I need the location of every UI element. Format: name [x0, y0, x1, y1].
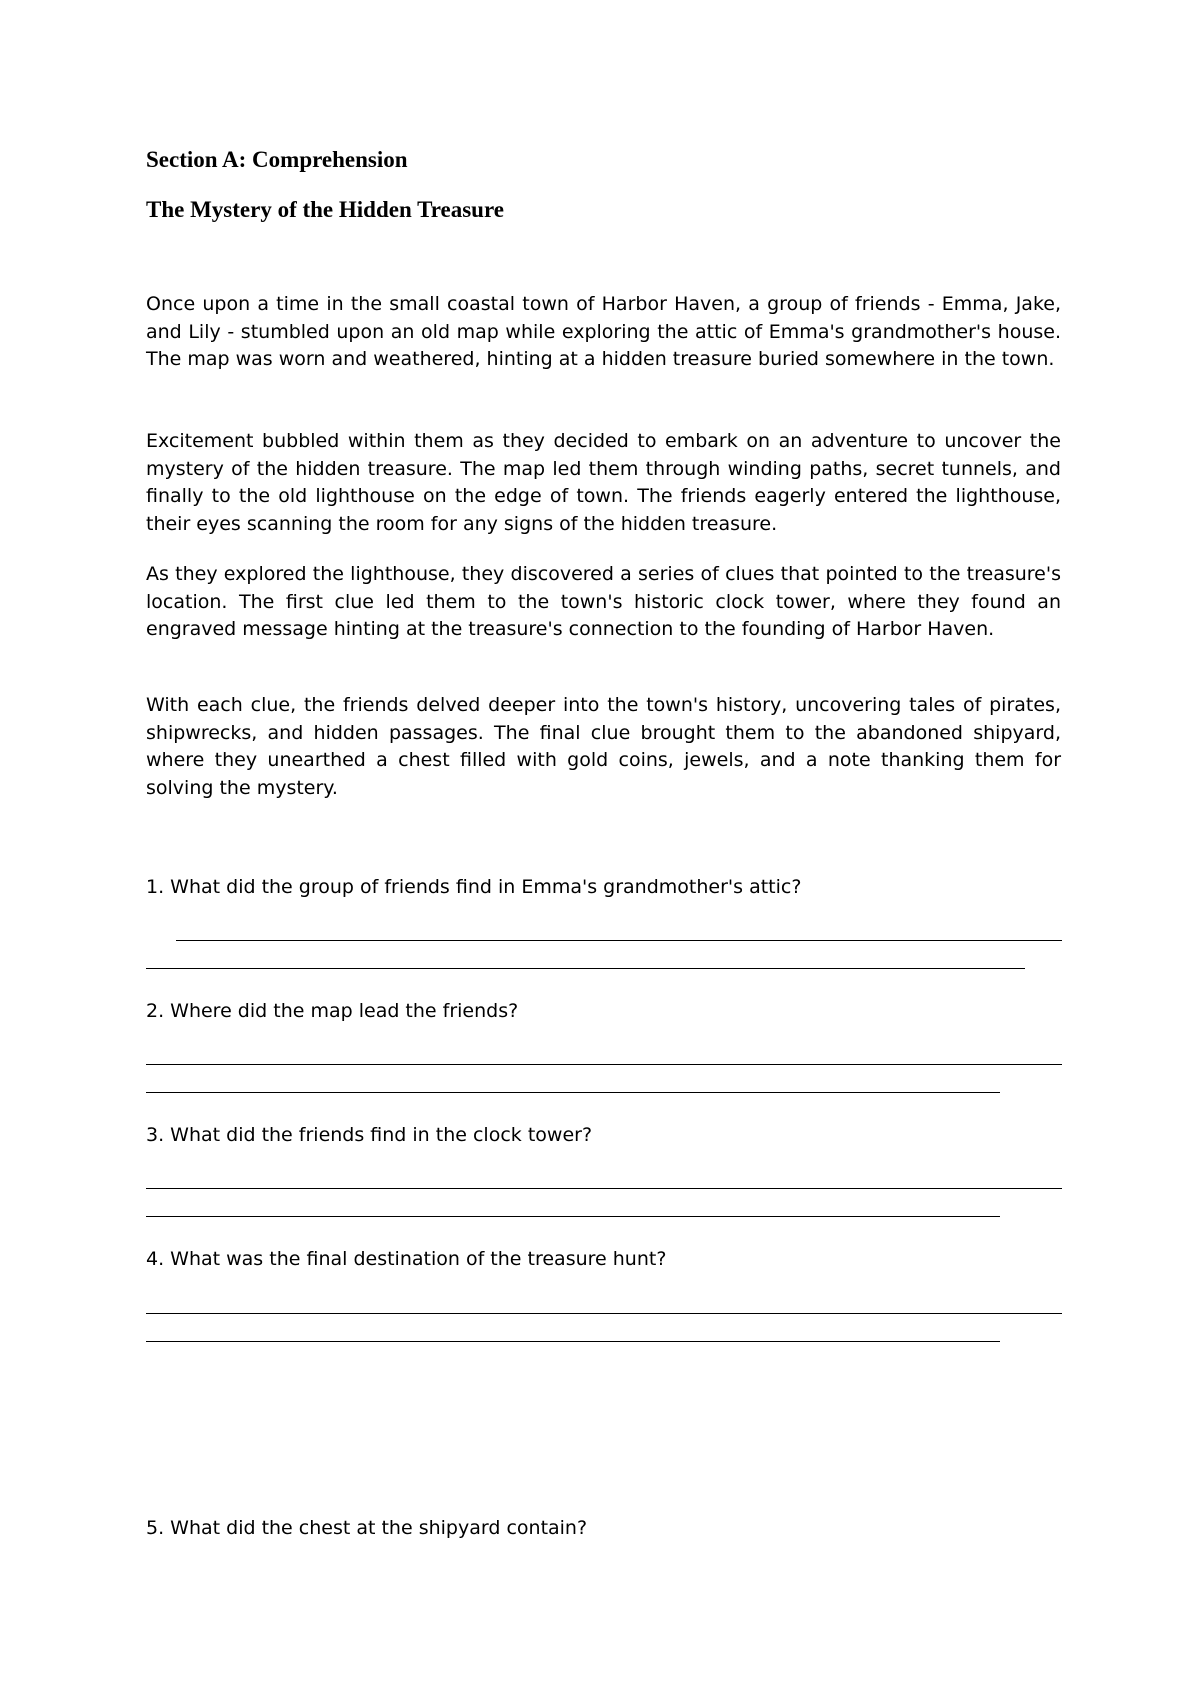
question-4: 4. What was the final destination of the treasure hunt? [146, 1248, 667, 1270]
answer-line-2b[interactable] [146, 1092, 1000, 1093]
answer-line-4a[interactable] [146, 1313, 1062, 1314]
question-2: 2. Where did the map lead the friends? [146, 1000, 519, 1022]
answer-line-3a[interactable] [146, 1188, 1062, 1189]
story-paragraph-1: Once upon a time in the small coastal town of Harbor Haven, a group of friends - Emma, Jake, and Lily - stumbled upon an old map while exploring the attic of Emma's grandmother's house. The map was worn and weathered, hinting at a hidden treasure buried somewhere in the town. [146, 293, 1061, 370]
answer-line-1b[interactable] [146, 968, 1025, 969]
answer-line-4b[interactable] [146, 1341, 1000, 1342]
question-5: 5. What did the chest at the shipyard contain? [146, 1517, 588, 1539]
story-paragraph-2: Excitement bubbled within them as they decided to embark on an adventure to uncover the mystery of the hidden treasure. The map led them through winding paths, secret tunnels, and finally to the old lighthouse on the edge of town. The friends eagerly entered the lighthouse, their eyes scanning the room for any signs of the hidden treasure. [146, 430, 1061, 535]
question-1: 1. What did the group of friends find in Emma's grandmother's attic? [146, 876, 802, 898]
story-paragraph-4: With each clue, the friends delved deeper into the town's history, uncovering tales of pirates, shipwrecks, and hidden passages. The final clue brought them to the abandoned shipyard, where they unearthed a chest filled with gold coins, jewels, and a note thanking them for solving the mystery. [146, 694, 1061, 799]
section-title: Section A: Comprehension [146, 147, 408, 172]
answer-line-2a[interactable] [146, 1064, 1062, 1065]
story-paragraph-3: As they explored the lighthouse, they discovered a series of clues that pointed to the treasure's location. The first clue led them to the town's historic clock tower, where they found an engraved message hinting at the treasure's connection to the founding of Harbor Haven. [146, 563, 1061, 640]
answer-line-3b[interactable] [146, 1216, 1000, 1217]
story-title: The Mystery of the Hidden Treasure [146, 197, 504, 222]
question-3: 3. What did the friends find in the clock tower? [146, 1124, 593, 1146]
answer-line-1a[interactable] [176, 940, 1062, 941]
